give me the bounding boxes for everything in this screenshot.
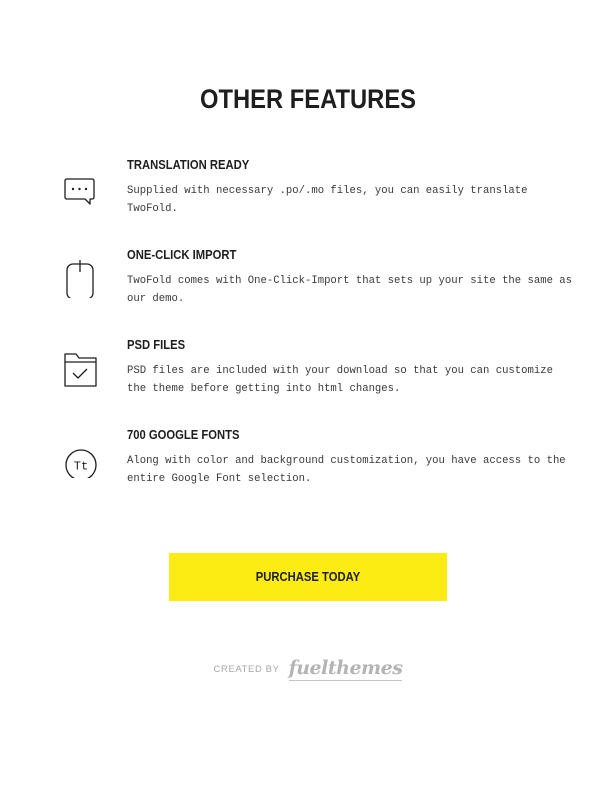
feature-description: PSD files are included with your download so that you can customize the theme before getting into html changes. [127,365,553,395]
logo-underline [289,680,403,681]
footer-credit [0,652,616,686]
feature-google-fonts [0,428,616,508]
feature-translation-ready [0,158,616,238]
feature-title: TRANSLATION READY [127,158,250,172]
folder-check-icon [60,348,100,388]
feature-description: TwoFold comes with One-Click-Import that sets up your site the same as our demo. [127,275,573,305]
credit-label: CREATED BY [213,663,280,675]
chat-bubble-icon [60,168,100,208]
feature-psd-files [0,338,616,418]
feature-description: Supplied with necessary .po/.mo files, you can easily translate TwoFold. [127,185,528,215]
feature-title: PSD FILES [127,338,186,352]
feature-description: Along with color and background customization, you have access to the entire Google Font selection. [127,455,566,485]
purchase-button-label: PURCHASE TODAY [255,570,361,584]
mouse-icon [60,258,100,298]
fuelthemes-logo[interactable] [289,657,403,681]
font-tt-icon [60,438,100,478]
page-title: OTHER FEATURES [199,84,417,114]
purchase-today-button[interactable] [169,553,447,601]
feature-one-click-import [0,248,616,328]
svg-text:Tt: Tt [73,459,89,474]
feature-title: ONE-CLICK IMPORT [127,248,237,262]
feature-title: 700 GOOGLE FONTS [127,428,240,442]
credit-brand: fuelthemes [288,657,403,679]
